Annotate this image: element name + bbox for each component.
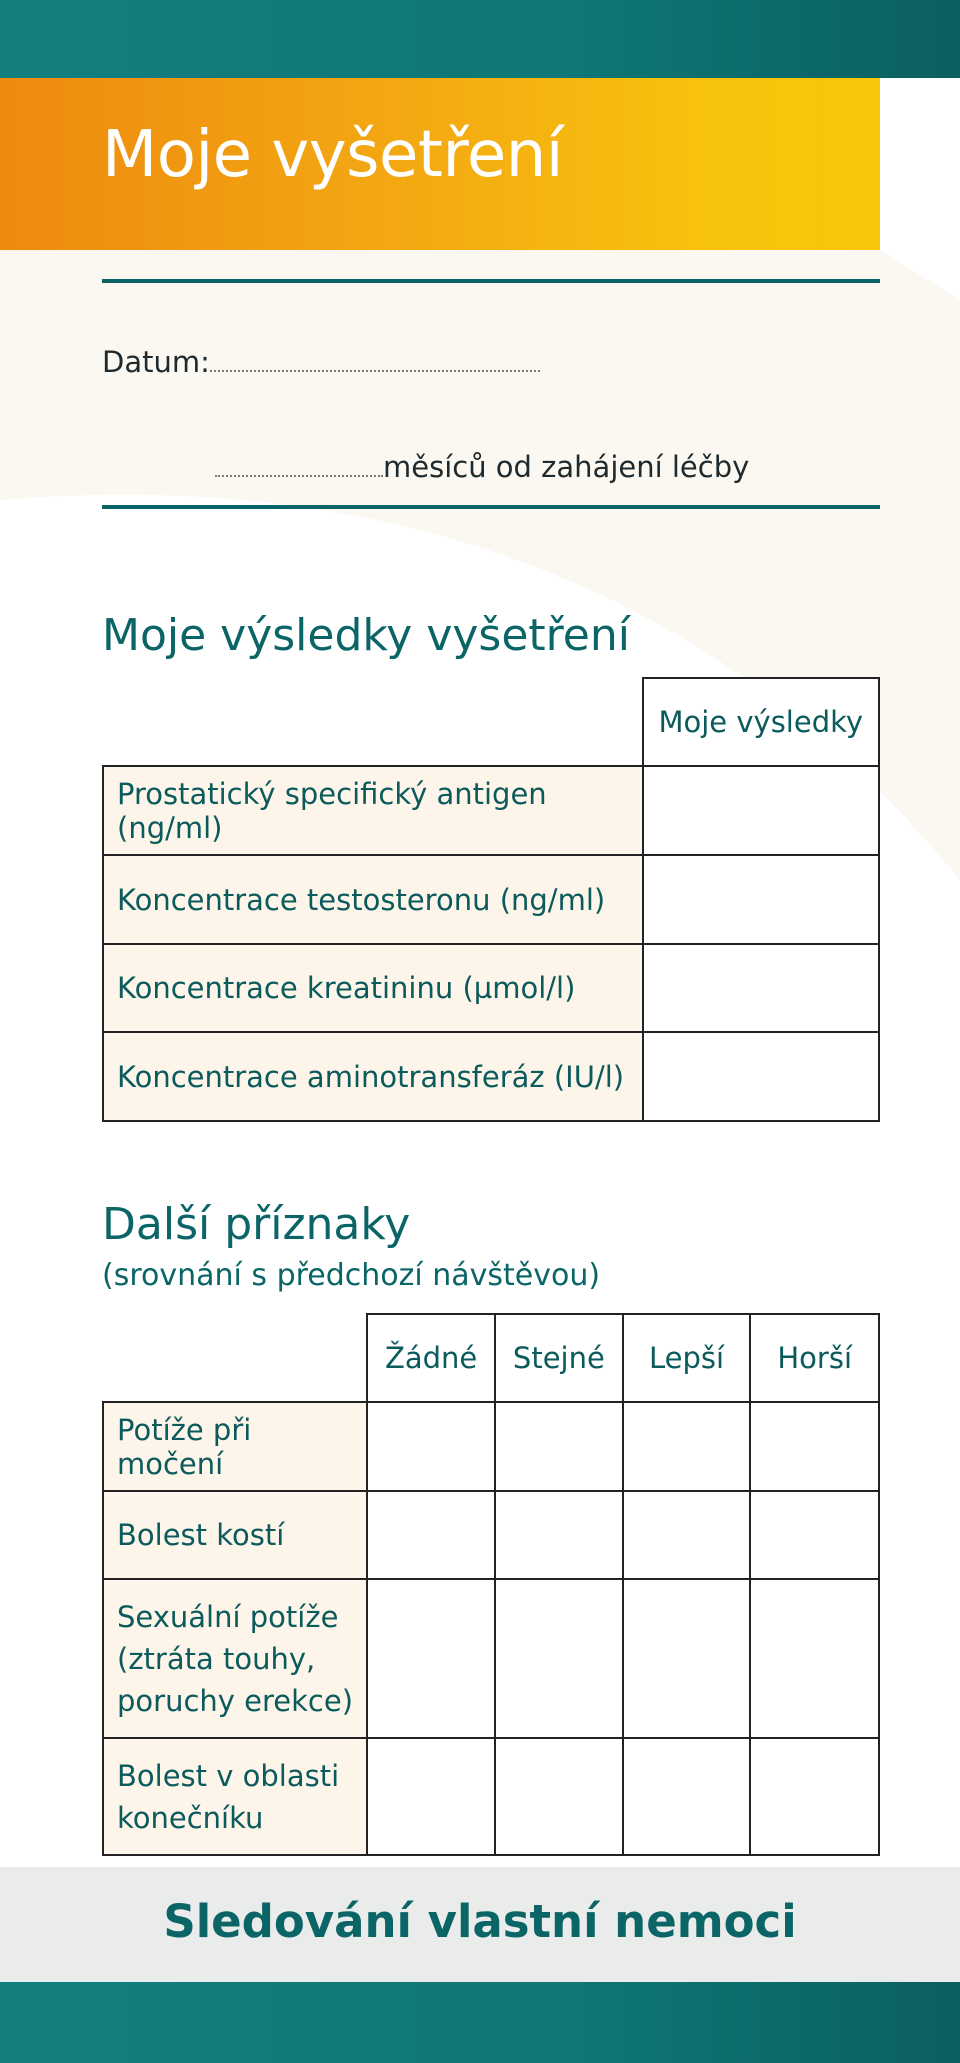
symptoms-checkbox-cell[interactable] bbox=[623, 1491, 751, 1579]
footer-title: Sledování vlastní nemoci bbox=[163, 1895, 797, 1948]
results-corner bbox=[103, 678, 643, 766]
symptoms-checkbox-cell[interactable] bbox=[623, 1402, 751, 1491]
results-entry-cell[interactable] bbox=[643, 855, 879, 944]
symptoms-row-label: Sexuální potíže (ztráta touhy, poruchy erekce) bbox=[103, 1579, 367, 1738]
symptoms-column-header: Žádné bbox=[367, 1314, 495, 1402]
results-entry-cell[interactable] bbox=[643, 1032, 879, 1121]
symptoms-checkbox-cell[interactable] bbox=[367, 1579, 495, 1738]
symptoms-checkbox-cell[interactable] bbox=[495, 1738, 623, 1855]
symptoms-checkbox-cell[interactable] bbox=[367, 1402, 495, 1491]
symptoms-corner bbox=[103, 1314, 367, 1402]
symptoms-column-header: Horší bbox=[750, 1314, 879, 1402]
divider-bottom bbox=[102, 505, 880, 509]
results-entry-cell[interactable] bbox=[643, 766, 879, 855]
divider-top bbox=[102, 279, 880, 283]
symptoms-checkbox-cell[interactable] bbox=[623, 1579, 751, 1738]
date-fill-field[interactable] bbox=[210, 366, 540, 372]
symptoms-subtitle: (srovnání s předchozí návštěvou) bbox=[102, 1258, 601, 1293]
symptoms-checkbox-cell[interactable] bbox=[495, 1402, 623, 1491]
results-row-label: Koncentrace aminotransferáz (IU/l) bbox=[103, 1032, 643, 1121]
results-table bbox=[102, 677, 880, 1122]
symptoms-column-header: Stejné bbox=[495, 1314, 623, 1402]
top-teal-band bbox=[0, 0, 960, 78]
results-column-header: Moje výsledky bbox=[643, 678, 879, 766]
months-line bbox=[215, 450, 749, 484]
months-label: měsíců od zahájení léčby bbox=[383, 450, 750, 484]
results-title: Moje výsledky vyšetření bbox=[102, 610, 630, 661]
results-row-label: Koncentrace kreatininu (µmol/l) bbox=[103, 944, 643, 1032]
symptoms-checkbox-cell[interactable] bbox=[367, 1738, 495, 1855]
results-entry-cell[interactable] bbox=[643, 944, 879, 1032]
months-fill-field[interactable] bbox=[215, 471, 383, 477]
symptoms-table bbox=[102, 1313, 880, 1856]
date-label: Datum: bbox=[102, 345, 210, 379]
symptoms-row-label: Bolest v oblasti konečníku bbox=[103, 1738, 367, 1855]
symptoms-checkbox-cell[interactable] bbox=[750, 1402, 879, 1491]
symptoms-checkbox-cell[interactable] bbox=[623, 1738, 751, 1855]
page-title: Moje vyšetření bbox=[102, 118, 564, 192]
symptoms-checkbox-cell[interactable] bbox=[750, 1738, 879, 1855]
symptoms-column-header: Lepší bbox=[623, 1314, 751, 1402]
results-row-label: Koncentrace testosteronu (ng/ml) bbox=[103, 855, 643, 944]
symptoms-row-label: Bolest kostí bbox=[103, 1491, 367, 1579]
date-line bbox=[102, 345, 540, 379]
symptoms-checkbox-cell[interactable] bbox=[495, 1491, 623, 1579]
symptoms-row-label: Potíže při močení bbox=[103, 1402, 367, 1491]
symptoms-checkbox-cell[interactable] bbox=[750, 1579, 879, 1738]
symptoms-checkbox-cell[interactable] bbox=[495, 1579, 623, 1738]
results-row-label: Prostatický specifický antigen (ng/ml) bbox=[103, 766, 643, 855]
bottom-teal-band bbox=[0, 1982, 960, 2063]
symptoms-title: Další příznaky bbox=[102, 1199, 411, 1250]
symptoms-checkbox-cell[interactable] bbox=[367, 1491, 495, 1579]
symptoms-checkbox-cell[interactable] bbox=[750, 1491, 879, 1579]
